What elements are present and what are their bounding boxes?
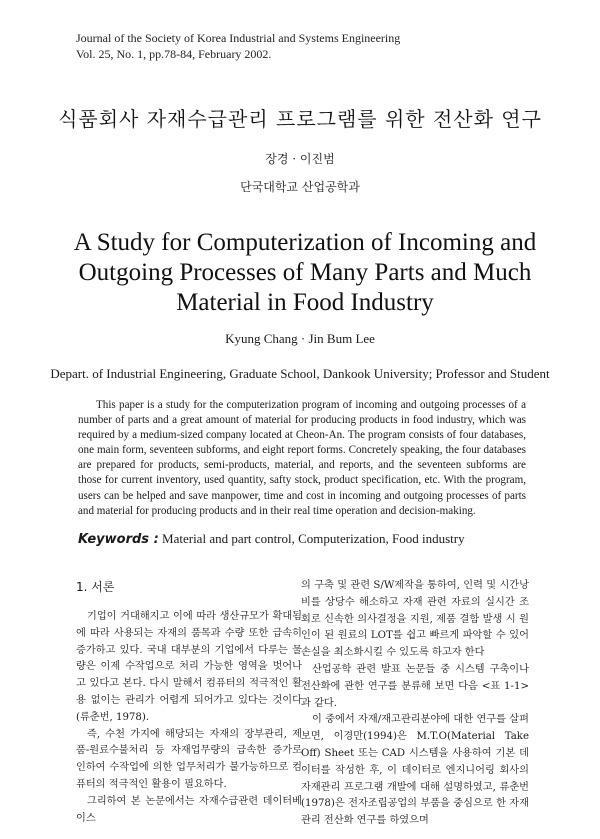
body-column-right	[301, 578, 529, 830]
keywords-label: Keywords :	[78, 532, 159, 547]
journal-issue: Vol. 25, No. 1, pp.78-84, February 2002.	[76, 47, 272, 61]
english-affiliation: Depart. of Industrial Engineering, Graduate School, Dankook University; Professor and Student	[50, 366, 550, 381]
section-heading: 1. 서론	[76, 580, 115, 594]
body-column-left	[76, 578, 302, 827]
body-paragraph: 산업공학 관련 발표 논문들 중 시스템 구축이나 전산화에 관한 연구를 분류해 보면 다음 <표 1-1>과 같다.	[301, 663, 529, 709]
keywords	[78, 531, 465, 547]
body-paragraph: 그리하여 본 논문에서는 자재수급관련 데이터베이스	[76, 795, 302, 824]
korean-affiliation: 단국대학교 산업공학과	[240, 180, 360, 194]
korean-authors: 장경 · 이진범	[265, 152, 335, 166]
journal-name: Journal of the Society of Korea Industrial and Systems Engineering	[76, 31, 401, 45]
journal-header	[76, 30, 400, 62]
body-paragraph: 이 중에서 자재/재고관리분야에 대한 연구를 살펴보면, 이경만(1994)은 M.T.O(Material Take Off) Sheet 또는 CAD 시스템을 사용하여 기본 데이터를 작성한 후, 이 데이터로 엔지니어링 회사의 자재관리 프로그램 개발에 대해 설명하였고, 류춘번(1978)은 전자조립공업의 부품을 중심으로 한 자재관리 전산화 연구를 하였으며	[301, 714, 529, 827]
english-title: A Study for Computerization of Incoming and Outgoing Processes of Many Parts and Much Material in Food Industry	[73, 229, 537, 316]
keywords-text: Material and part control, Computerization, Food industry	[162, 531, 465, 546]
abstract: This paper is a study for the computerization program of incoming and outgoing processes of a number of parts and a great amount of material for producing products in food industry, which was required by a medium-sized company located at Cheon-An. The program consists of four databases, one main form, seventeen subforms, and eight report forms. Concretely speaking, the four databases are prepared for products, semi-products, material, and reports, and the seventeen subforms are those for current inventory, used quantity, safty stock, product specification, etc. With the program, users can be helped and save manpower, time and cost in incoming and outgoing processes of parts and material for producing products and in their real time operation and decision-making.	[78, 399, 526, 517]
body-paragraph: 즉, 수천 가지에 해당되는 자재의 장부관리, 제품-원료수불처리 등 자재업무량의 급속한 증가로 인하여 수작업에 의한 업무처리가 불가능하므로 컴퓨터의 적극적인 활용이 필요하다.	[76, 728, 302, 790]
body-paragraph: 의 구축 및 관련 S/W제작을 통하여, 인력 및 시간낭비를 상당수 해소하고 자재 관련 자료의 실시간 조회로 신속한 의사결정을 지원, 제품 결함 발생 시 원인이 된 원료의 LOT를 쉽고 빠르게 파악할 수 있어 손실을 최소화시킬 수 있도록 하고자 한다	[301, 580, 529, 659]
body-paragraph: 기업이 거대해지고 이에 따라 생산규모가 확대됨에 따라 사용되는 자재의 품목과 수량 또한 급속히 증가하고 있다. 국내 대부분의 기업에서 다루는 물량은 이제 수작업으로 처리 가능한 영역을 벗어나고 있다고 본다. 다시 말해서 컴퓨터의 적극적인 활용 없이는 관리가 어렵게 되어가고 있다는 것이다(류춘번, 1978).	[76, 611, 302, 723]
english-authors: Kyung Chang · Jin Bum Lee	[225, 331, 375, 346]
korean-title: 식품회사 자재수급관리 프로그램를 위한 전산화 연구	[58, 107, 542, 131]
